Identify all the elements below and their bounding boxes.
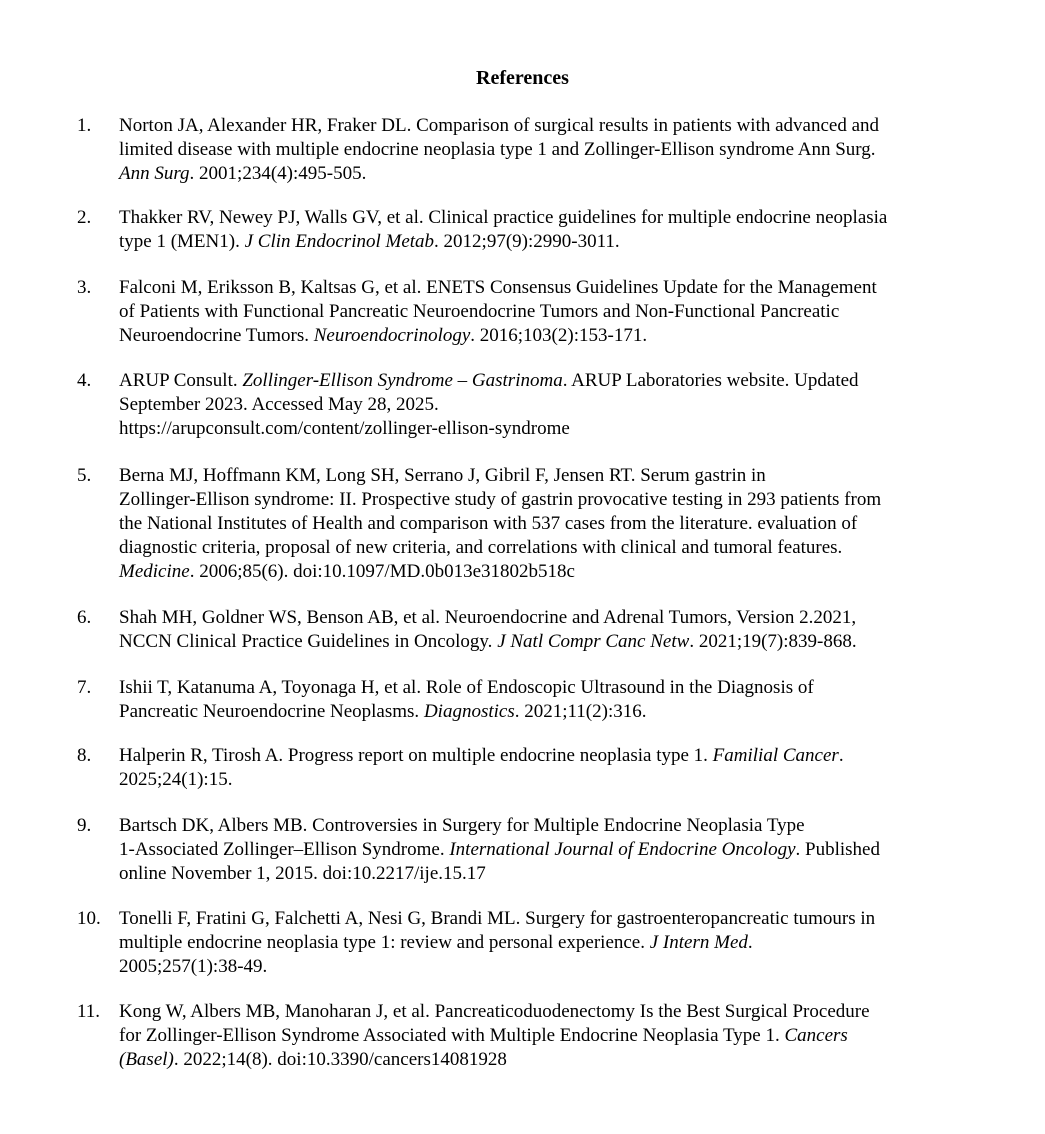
reference-line bbox=[119, 630, 999, 654]
reference-segment: . 2012;97(9):2990-3011. bbox=[434, 231, 620, 252]
reference-journal-title: Familial Cancer bbox=[712, 745, 839, 766]
reference-number: 7. bbox=[77, 677, 92, 698]
reference-line bbox=[119, 417, 999, 441]
reference-segment: https://arupconsult.com/content/zollinger-ellison-syndrome bbox=[119, 418, 570, 439]
reference-line bbox=[119, 230, 999, 254]
reference-text bbox=[119, 744, 999, 792]
reference-number: 2. bbox=[77, 207, 92, 228]
reference-segment: September 2023. Accessed May 28, 2025. bbox=[119, 394, 439, 415]
reference-line bbox=[119, 114, 999, 138]
reference-segment: online November 1, 2015. doi:10.2217/ije.15.17 bbox=[119, 863, 486, 884]
reference-number: 9. bbox=[77, 815, 92, 836]
reference-number: 11. bbox=[77, 1001, 101, 1022]
reference-segment: limited disease with multiple endocrine neoplasia type 1 and Zollinger-Ellison syndrome Ann Surg. bbox=[119, 139, 876, 160]
reference-journal-title: J Clin Endocrinol Metab bbox=[244, 231, 435, 252]
reference-segment: Tonelli F, Fratini G, Falchetti A, Nesi G, Brandi ML. Surgery for gastroenteropancreatic tumours in bbox=[119, 908, 876, 929]
reference-line bbox=[119, 464, 999, 488]
reference-line bbox=[119, 838, 999, 862]
reference-segment: Pancreatic Neuroendocrine Neoplasms. bbox=[119, 701, 424, 722]
reference-segment: Shah MH, Goldner WS, Benson AB, et al. Neuroendocrine and Adrenal Tumors, Version 2.2021, bbox=[119, 607, 857, 628]
reference-segment: . 2022;14(8). doi:10.3390/cancers14081928 bbox=[173, 1049, 507, 1070]
reference-segment: . 2016;103(2):153-171. bbox=[470, 325, 648, 346]
reference-line bbox=[119, 369, 999, 393]
reference-segment: Norton JA, Alexander HR, Fraker DL. Comparison of surgical results in patients with advanced and bbox=[119, 115, 880, 136]
reference-line bbox=[119, 512, 999, 536]
reference-segment: Zollinger-Ellison syndrome: II. Prospective study of gastrin provocative testing in 293 patients from bbox=[119, 489, 882, 510]
reference-journal-title: Zollinger-Ellison Syndrome – Gastrinoma bbox=[242, 370, 563, 391]
reference-line bbox=[119, 393, 999, 417]
reference-line bbox=[119, 162, 999, 186]
reference-segment: ARUP Consult. bbox=[119, 370, 243, 391]
reference-journal-title: Neuroendocrinology bbox=[313, 325, 471, 346]
reference-line bbox=[119, 606, 999, 630]
reference-segment: 1-Associated Zollinger–Ellison Syndrome. bbox=[119, 839, 450, 860]
reference-journal-title: International Journal of Endocrine Oncology bbox=[449, 839, 796, 860]
reference-segment: Falconi M, Eriksson B, Kaltsas G, et al. ENETS Consensus Guidelines Update for the Management bbox=[119, 277, 877, 298]
reference-segment: . 2001;234(4):495-505. bbox=[189, 163, 367, 184]
references-heading: References bbox=[476, 67, 569, 89]
reference-segment: the National Institutes of Health and comparison with 537 cases from the literature. evaluation of bbox=[119, 513, 858, 534]
reference-segment: . 2006;85(6). doi:10.1097/MD.0b013e31802b518c bbox=[189, 561, 575, 582]
reference-text bbox=[119, 907, 999, 979]
reference-segment: Kong W, Albers MB, Manoharan J, et al. Pancreaticoduodenectomy Is the Best Surgical Procedure bbox=[119, 1001, 870, 1022]
reference-segment: . ARUP Laboratories website. Updated bbox=[562, 370, 859, 391]
reference-number: 6. bbox=[77, 607, 92, 628]
reference-line bbox=[119, 324, 999, 348]
reference-line bbox=[119, 768, 999, 792]
reference-text bbox=[119, 276, 999, 348]
reference-number: 5. bbox=[77, 465, 92, 486]
reference-line bbox=[119, 676, 999, 700]
reference-journal-title: (Basel) bbox=[119, 1049, 174, 1070]
reference-line bbox=[119, 300, 999, 324]
reference-segment: for Zollinger-Ellison Syndrome Associated with Multiple Endocrine Neoplasia Type 1. bbox=[119, 1025, 785, 1046]
reference-line bbox=[119, 1048, 999, 1072]
reference-text bbox=[119, 814, 999, 886]
reference-segment: Halperin R, Tirosh A. Progress report on multiple endocrine neoplasia type 1. bbox=[119, 745, 713, 766]
reference-segment: type 1 (MEN1). bbox=[119, 231, 245, 252]
reference-segment: Ishii T, Katanuma A, Toyonaga H, et al. Role of Endoscopic Ultrasound in the Diagnosis of bbox=[119, 677, 814, 698]
reference-line bbox=[119, 488, 999, 512]
reference-line bbox=[119, 744, 999, 768]
reference-journal-title: J Intern Med bbox=[649, 932, 748, 953]
reference-journal-title: J Natl Compr Canc Netw bbox=[497, 631, 690, 652]
reference-line bbox=[119, 814, 999, 838]
reference-segment: . bbox=[747, 932, 753, 953]
reference-text bbox=[119, 676, 999, 724]
reference-segment: Berna MJ, Hoffmann KM, Long SH, Serrano J, Gibril F, Jensen RT. Serum gastrin in bbox=[119, 465, 766, 486]
reference-segment: of Patients with Functional Pancreatic Neuroendocrine Tumors and Non-Functional Pancreatic bbox=[119, 301, 840, 322]
reference-number: 1. bbox=[77, 115, 92, 136]
reference-number: 8. bbox=[77, 745, 92, 766]
reference-number: 4. bbox=[77, 370, 92, 391]
reference-segment: Bartsch DK, Albers MB. Controversies in Surgery for Multiple Endocrine Neoplasia Type bbox=[119, 815, 805, 836]
reference-journal-title: Medicine bbox=[119, 561, 190, 582]
reference-line bbox=[119, 1024, 999, 1048]
reference-line bbox=[119, 862, 999, 886]
reference-segment: diagnostic criteria, proposal of new criteria, and correlations with clinical and tumoral features. bbox=[119, 537, 843, 558]
reference-line bbox=[119, 931, 999, 955]
reference-segment: . 2021;19(7):839-868. bbox=[689, 631, 857, 652]
reference-segment: . Published bbox=[795, 839, 880, 860]
reference-line bbox=[119, 1000, 999, 1024]
reference-segment: multiple endocrine neoplasia type 1: review and personal experience. bbox=[119, 932, 650, 953]
reference-text bbox=[119, 206, 999, 254]
reference-segment: Neuroendocrine Tumors. bbox=[119, 325, 314, 346]
reference-line bbox=[119, 536, 999, 560]
reference-number: 3. bbox=[77, 277, 92, 298]
reference-segment: NCCN Clinical Practice Guidelines in Oncology. bbox=[119, 631, 498, 652]
reference-journal-title: Ann Surg bbox=[119, 163, 190, 184]
reference-segment: 2005;257(1):38-49. bbox=[119, 956, 268, 977]
reference-line bbox=[119, 907, 999, 931]
reference-number: 10. bbox=[77, 908, 101, 929]
reference-segment: Thakker RV, Newey PJ, Walls GV, et al. Clinical practice guidelines for multiple endocrine neoplasia bbox=[119, 207, 888, 228]
reference-text bbox=[119, 1000, 999, 1072]
reference-line bbox=[119, 276, 999, 300]
reference-segment: 2025;24(1):15. bbox=[119, 769, 233, 790]
reference-line bbox=[119, 955, 999, 979]
reference-text bbox=[119, 114, 999, 186]
reference-journal-title: Diagnostics bbox=[423, 701, 515, 722]
reference-segment: . 2021;11(2):316. bbox=[514, 701, 647, 722]
reference-line bbox=[119, 560, 999, 584]
reference-line bbox=[119, 206, 999, 230]
reference-segment: . bbox=[838, 745, 844, 766]
reference-line bbox=[119, 700, 999, 724]
reference-text bbox=[119, 464, 999, 584]
reference-journal-title: Cancers bbox=[784, 1025, 848, 1046]
reference-line bbox=[119, 138, 999, 162]
reference-text bbox=[119, 369, 999, 441]
reference-text bbox=[119, 606, 999, 654]
